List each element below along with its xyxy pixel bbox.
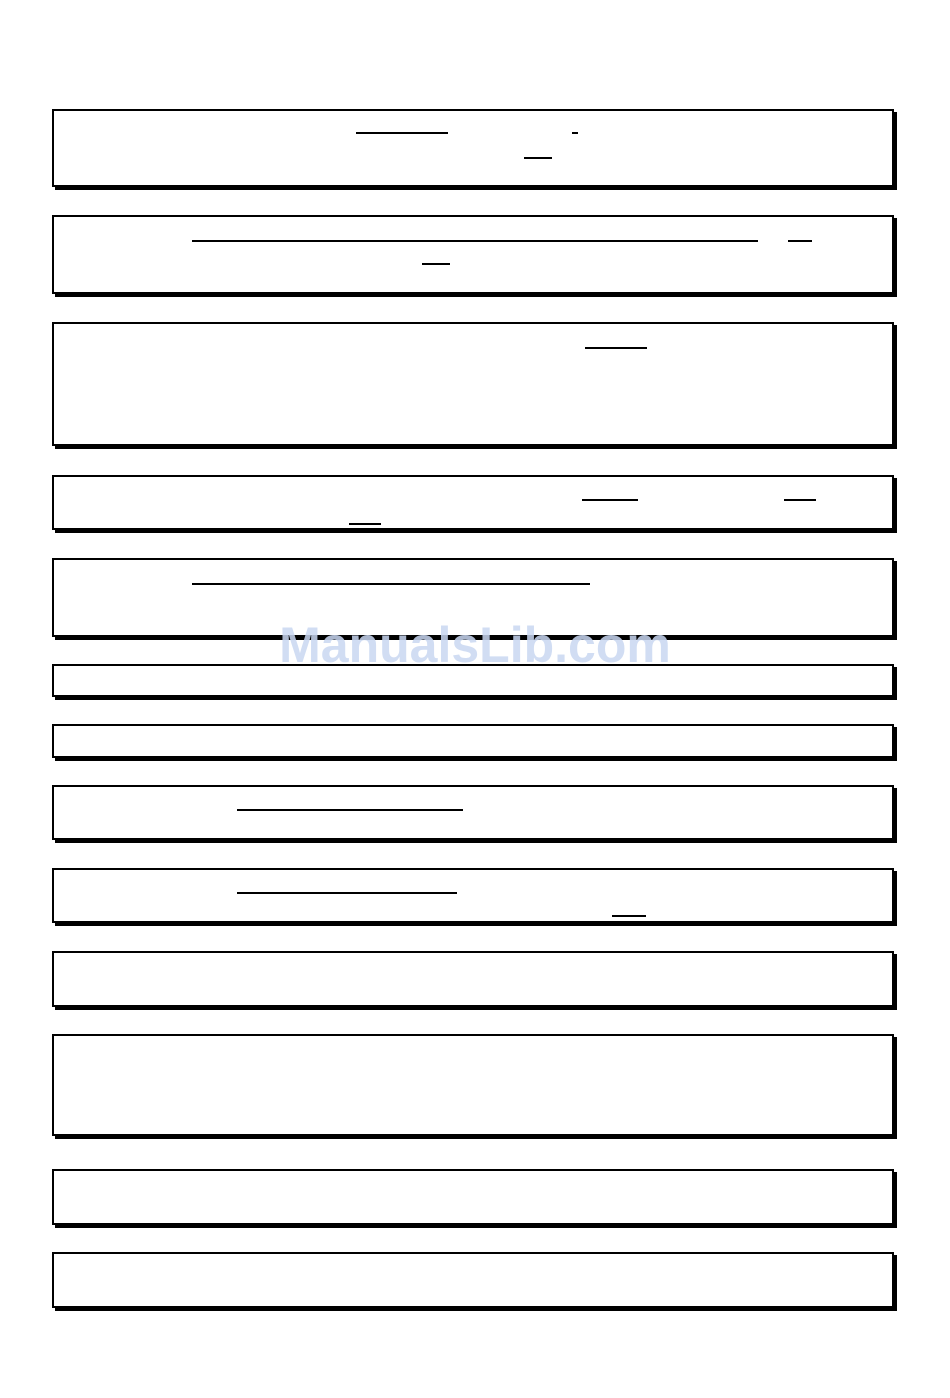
- form-box-10: [52, 951, 894, 1007]
- form-box-6: [52, 664, 894, 697]
- form-box-3: [52, 322, 894, 446]
- blank-line[interactable]: [585, 347, 647, 349]
- form-box-11: [52, 1034, 894, 1136]
- form-box-5: [52, 558, 894, 637]
- blank-line[interactable]: [788, 240, 812, 242]
- watermark-text: ManualsLib.com: [279, 617, 671, 673]
- blank-line[interactable]: [192, 240, 758, 242]
- blank-line[interactable]: [524, 157, 552, 159]
- blank-line[interactable]: [349, 523, 381, 525]
- form-box-7: [52, 724, 894, 758]
- form-box-4: [52, 475, 894, 530]
- blank-line[interactable]: [784, 499, 816, 501]
- form-box-2: [52, 215, 894, 294]
- blank-line[interactable]: [192, 583, 590, 585]
- form-box-8: [52, 785, 894, 840]
- form-box-13: [52, 1252, 894, 1308]
- form-box-9: [52, 868, 894, 923]
- blank-line[interactable]: [612, 915, 646, 917]
- blank-line[interactable]: [572, 132, 578, 134]
- form-box-1: [52, 109, 894, 187]
- blank-line[interactable]: [237, 892, 457, 894]
- blank-line[interactable]: [422, 263, 450, 265]
- blank-line[interactable]: [237, 809, 463, 811]
- form-box-12: [52, 1169, 894, 1225]
- blank-line[interactable]: [582, 499, 638, 501]
- blank-line[interactable]: [356, 132, 448, 134]
